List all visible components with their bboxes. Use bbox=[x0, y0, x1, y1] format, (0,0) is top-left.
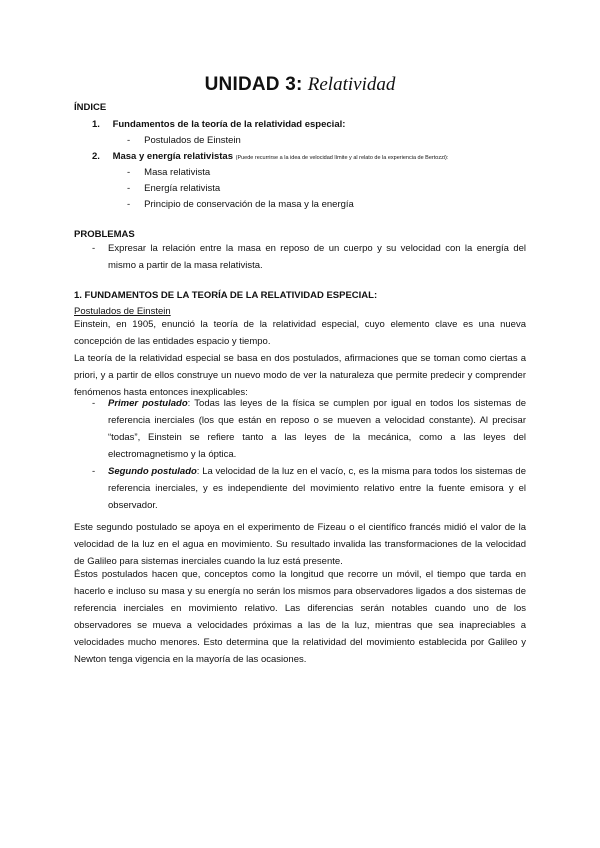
index-heading: ÍNDICE bbox=[74, 102, 107, 113]
index-item-2-number: 2. bbox=[92, 151, 100, 162]
title-unit: UNIDAD 3: bbox=[204, 74, 303, 95]
section-paragraph-4: Éstos postulados hacen que, conceptos como la longitud que recorre un móvil, el tiempo que tarda en hacerlo e incluso su masa y su energía no serán los mismos para observadores ligados a dos sistemas de referencia inerciales en movimiento relativo. Las diferencias serán notables cuando uno de los observadores se mueva a velocidades próximas a las de la luz, mientras que sea inapreciables a velocidades mucho menores. Esto determina que la relatividad del movimiento establecida por Galileo y Newton tenga vigencia en la mayoría de las ocasiones. bbox=[74, 569, 526, 665]
problem-dash: - bbox=[92, 243, 96, 254]
postulate-dash: - bbox=[92, 466, 96, 477]
index-subitem: - Postulados de Einstein bbox=[127, 135, 241, 146]
postulate-2-text: : La velocidad de la luz en el vacío, c, es la misma para todos los sistemas de referencia inerciales, y es independiente del movimiento relativo entre la fuente emisora y el observador. bbox=[108, 466, 526, 511]
postulate-2-term: Segundo postulado bbox=[108, 466, 197, 477]
index-item-1-label: Fundamentos de la teoría de la relatividad especial: bbox=[112, 119, 346, 130]
index-item-2 bbox=[92, 150, 448, 165]
index-subitem: - Energía relativista bbox=[127, 183, 221, 194]
index-subitem: - Principio de conservación de la masa y la energía bbox=[127, 199, 354, 210]
index-item-1 bbox=[92, 118, 345, 131]
section-paragraph-1: Einstein, en 1905, enunció la teoría de la relatividad especial, cuyo elemento clave es una nueva concepción de las entidades espacio y tiempo. bbox=[74, 319, 526, 347]
postulate-2 bbox=[108, 463, 526, 514]
section-heading: 1. FUNDAMENTOS DE LA TEORÍA DE LA RELATIVIDAD ESPECIAL: bbox=[74, 290, 378, 301]
section-subheading: Postulados de Einstein bbox=[74, 306, 171, 317]
index-item-2-note: (Puede recurrirse a la idea de velocidad límite y al relato de la experiencia de Bertozzi): bbox=[235, 155, 449, 161]
index-item-1-number: 1. bbox=[92, 119, 100, 130]
postulate-dash: - bbox=[92, 398, 96, 409]
section-paragraph-3: Este segundo postulado se apoya en el experimento de Fizeau o el científico francés midió el valor de la velocidad de la luz en el agua en movimiento. Su resultado invalida las transformaciones de la velocidad de Galileo para sistemas inerciales cuando la luz está presente. bbox=[74, 522, 526, 567]
index-subitem: - Masa relativista bbox=[127, 167, 211, 178]
problems-heading: PROBLEMAS bbox=[74, 229, 135, 240]
postulate-1-term: Primer postulado bbox=[108, 398, 188, 409]
title-topic: Relatividad bbox=[307, 74, 396, 95]
postulate-1 bbox=[108, 395, 526, 463]
index-item-2-label: Masa y energía relativistas bbox=[112, 151, 233, 162]
postulate-1-text: : Todas las leyes de la física se cumplen por igual en todos los sistemas de referencia inerciales (los que están en reposo o se mueven a velocidad constante). Al precisar “todas”, Einstein se refiere tanto a las leyes de la mecánica, como a las leyes del electromagnetismo y la óptica. bbox=[108, 398, 527, 460]
section-paragraph-2: La teoría de la relatividad especial se basa en dos postulados, afirmaciones que se toman como ciertas a priori, y a partir de ellos construye un nuevo modo de ver la naturaleza que permite predecir y comprender fenómenos hasta entonces inexplicables: bbox=[74, 353, 526, 398]
problem-item: Expresar la relación entre la masa en reposo de un cuerpo y su velocidad con la energía del mismo a partir de la masa relativista. bbox=[108, 243, 526, 271]
page-title bbox=[0, 72, 600, 98]
